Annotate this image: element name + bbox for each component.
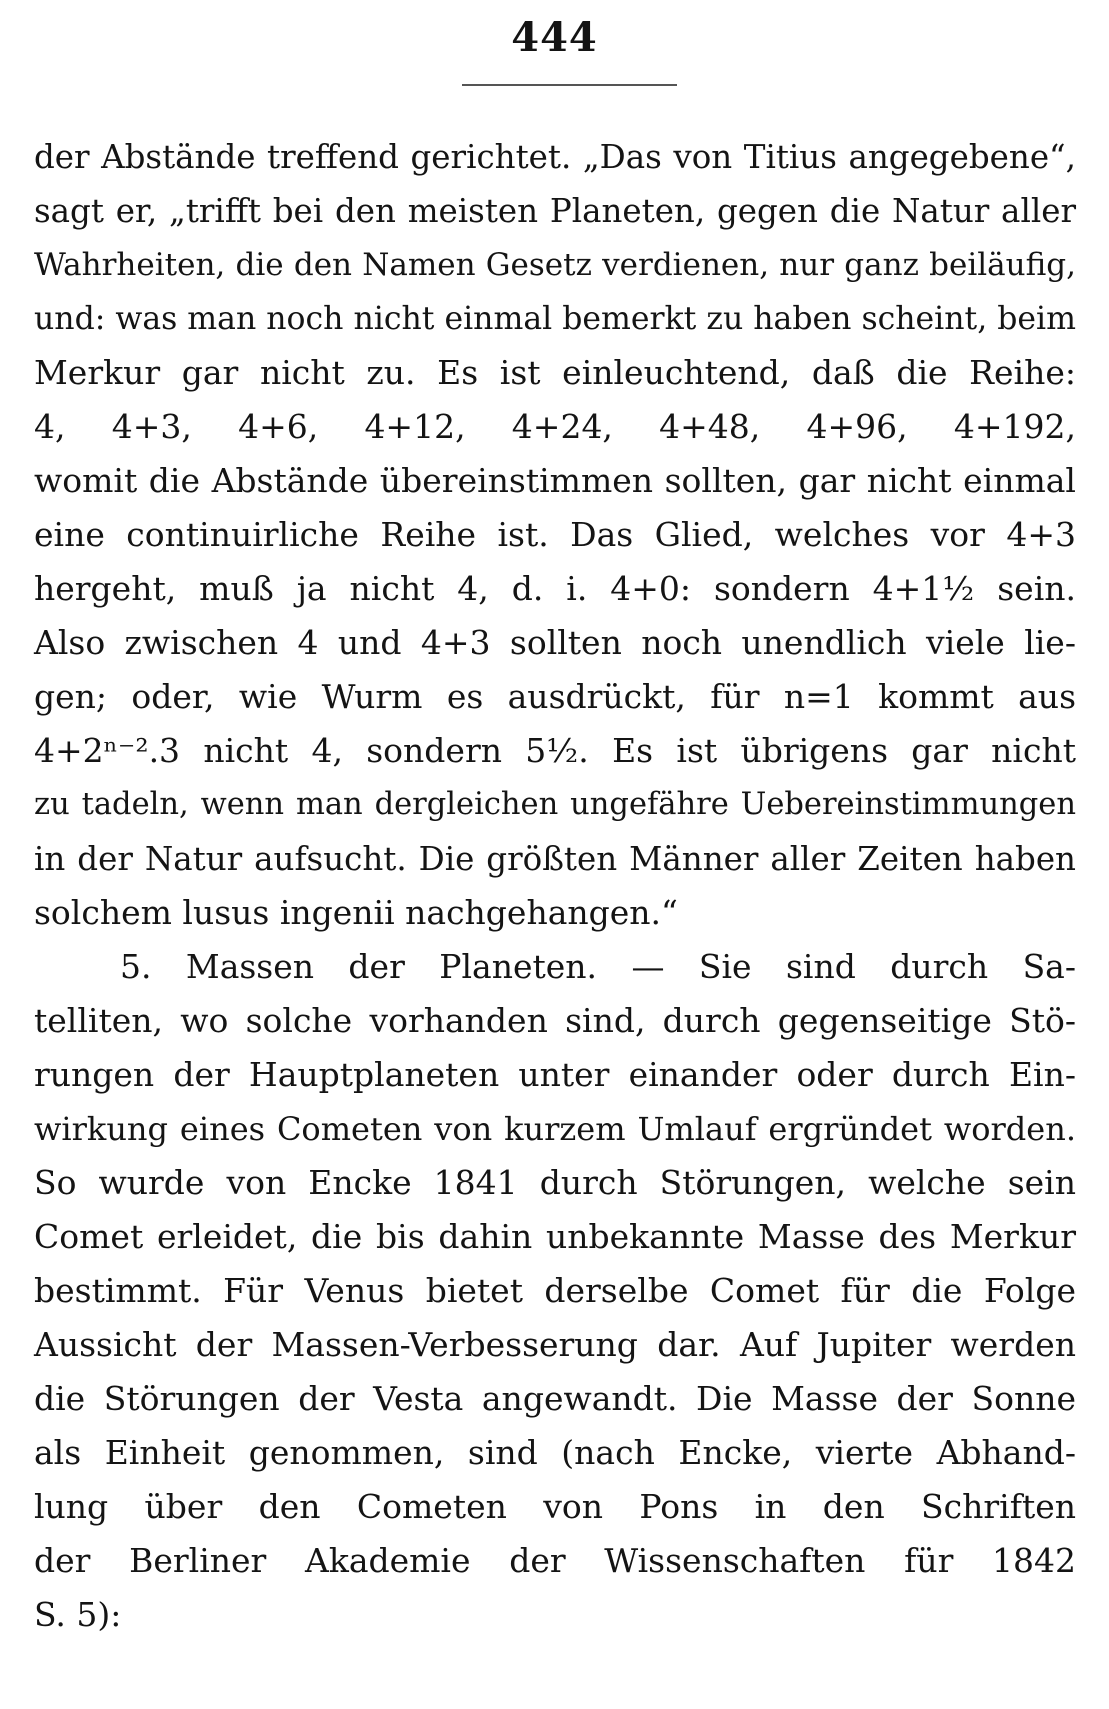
text-line: womit die Abstände übereinstimmen sollten, gar nicht einmal <box>34 461 1076 500</box>
text-line: telliten, wo solche vorhanden sind, durch gegenseitige Stö- <box>34 1001 1076 1040</box>
text-line: der Berliner Akademie der Wissenschaften für 1842 <box>34 1541 1076 1580</box>
text-line: So wurde von Encke 1841 durch Störungen, welche sein <box>34 1163 1076 1202</box>
text-line: Aussicht der Massen-Verbesserung dar. Auf Jupiter werden <box>34 1325 1076 1364</box>
text-line: Also zwischen 4 und 4+3 sollten noch unendlich viele lie- <box>34 623 1076 662</box>
text-line: der Abstände treffend gerichtet. „Das von Titius angegebene“, <box>34 138 1076 176</box>
text-line: 4+2ⁿ⁻².3 nicht 4, sondern 5½. Es ist übrigens gar nicht <box>34 731 1076 770</box>
text-line: und: was man noch nicht einmal bemerkt zu haben scheint, beim <box>34 301 1076 337</box>
text-line: zu tadeln, wenn man dergleichen ungefähre Uebereinstimmungen <box>34 787 1076 822</box>
text-line: gen; oder, wie Wurm es ausdrückt, für n=1 kommt aus <box>34 677 1076 716</box>
section-heading-line: 5. Massen der Planeten. — Sie sind durch Sa- <box>120 947 1076 986</box>
text-line: Comet erleidet, die bis dahin unbekannte Masse des Merkur <box>34 1217 1076 1256</box>
text-line: 4, 4+3, 4+6, 4+12, 4+24, 4+48, 4+96, 4+192, <box>34 407 1076 446</box>
text-line: sagt er, „trifft bei den meisten Planeten, gegen die Natur aller <box>34 192 1076 230</box>
text-line: eine continuirliche Reihe ist. Das Glied, welches vor 4+3 <box>34 515 1076 554</box>
text-line: hergeht, muß ja nicht 4, d. i. 4+0: sondern 4+1½ sein. <box>34 569 1076 608</box>
text-line: S. 5): <box>34 1595 122 1634</box>
text-line: Merkur gar nicht zu. Es ist einleuchtend, daß die Reihe: <box>34 353 1076 392</box>
text-line: rungen der Hauptplaneten unter einander oder durch Ein- <box>34 1055 1076 1094</box>
text-line: lung über den Cometen von Pons in den Schriften <box>34 1487 1076 1526</box>
text-line: die Störungen der Vesta angewandt. Die Masse der Sonne <box>34 1379 1076 1418</box>
text-line: bestimmt. Für Venus bietet derselbe Comet für die Folge <box>34 1271 1076 1310</box>
text-line: wirkung eines Cometen von kurzem Umlauf ergründet worden. <box>34 1110 1076 1148</box>
header-rule <box>462 84 677 86</box>
text-line: als Einheit genommen, sind (nach Encke, vierte Abhand- <box>34 1433 1076 1472</box>
text-line: Wahrheiten, die den Namen Gesetz verdienen, nur ganz beiläufig, <box>34 247 1076 283</box>
text-body <box>34 130 1076 1642</box>
page-number: 444 <box>511 14 598 61</box>
text-line: solchem lusus ingenii nachgehangen.“ <box>34 893 678 932</box>
text-line: in der Natur aufsucht. Die größten Männer aller Zeiten haben <box>34 840 1076 878</box>
